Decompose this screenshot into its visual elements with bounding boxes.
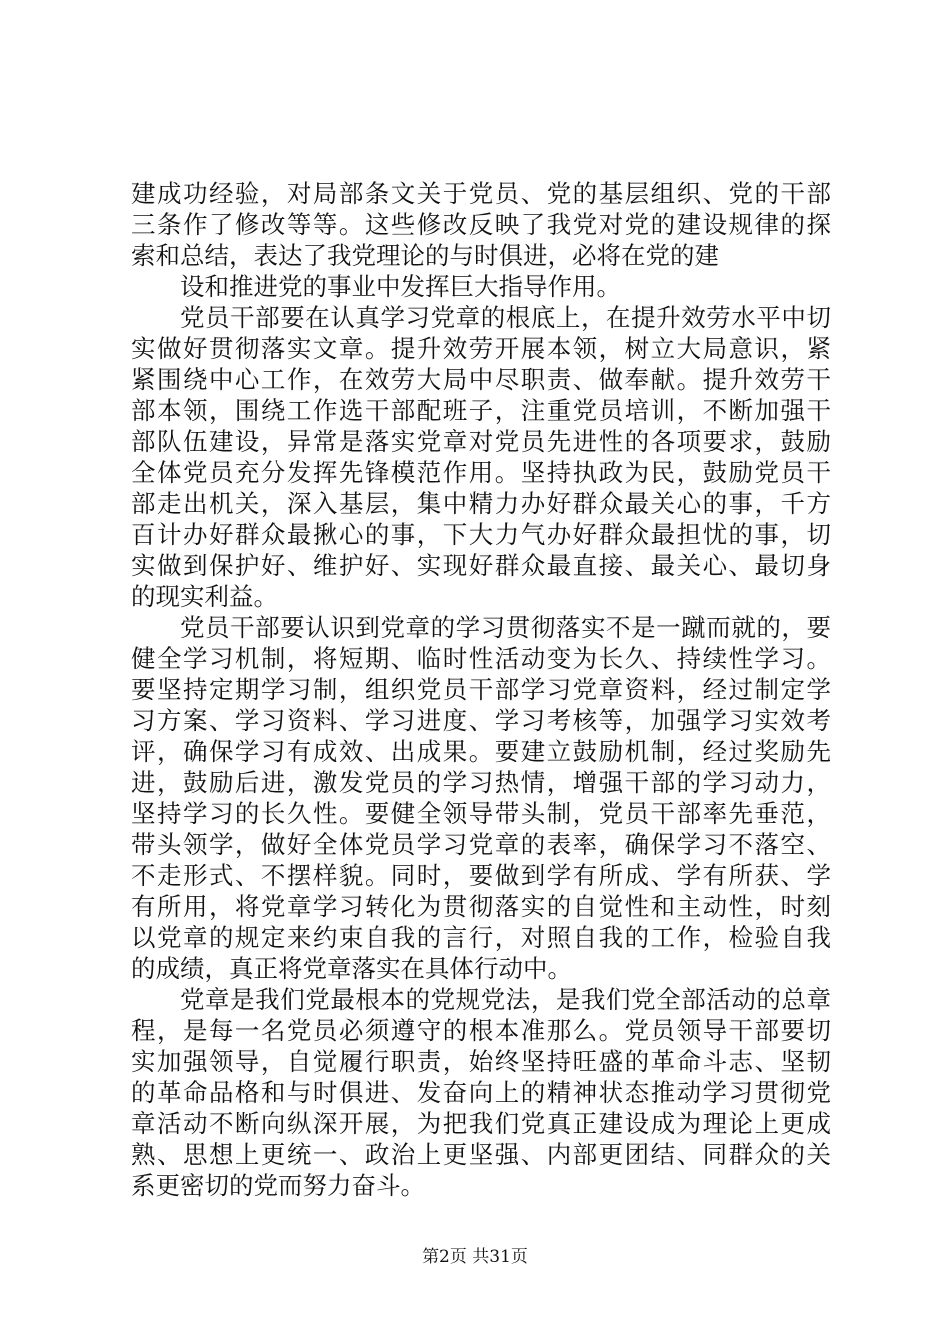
paragraph	[131, 302, 831, 612]
text-line: 党员干部要在认真学习党章的根底上，在提升效劳水平中切	[180, 303, 831, 332]
text-line: 紧围绕中心工作，在效劳大局中尽职责、做奉献。提升效劳干	[131, 365, 831, 394]
text-line: 实做好贯彻落实文章。提升效劳开展本领，树立大局意识，紧	[131, 334, 831, 363]
text-line: 进，鼓励后进，激发党员的学习热情，增强干部的学习动力，	[131, 768, 831, 797]
paragraph	[131, 612, 831, 984]
text-line: 系更密切的党而努力奋斗。	[131, 1171, 425, 1200]
text-line: 党员干部要认识到党章的学习贯彻落实不是一蹴而就的，要	[180, 613, 831, 642]
text-line: 三条作了修改等等。这些修改反映了我党对党的建设规律的探	[131, 210, 831, 239]
paragraph	[131, 271, 831, 302]
text-line: 索和总结，表达了我党理论的与时俱进，必将在党的建	[131, 241, 719, 270]
text-line: 部走出机关，深入基层，集中精力办好群众最关心的事，千方	[131, 489, 831, 518]
text-line: 健全学习机制，将短期、临时性活动变为长久、持续性学习。	[131, 644, 831, 673]
text-line: 带头领学，做好全体党员学习党章的表率，确保学习不落空、	[131, 830, 831, 859]
text-line: 章活动不断向纵深开展，为把我们党真正建设成为理论上更成	[131, 1109, 831, 1138]
text-line: 有所用，将党章学习转化为贯彻落实的自觉性和主动性，时刻	[131, 892, 831, 921]
text-line: 以党章的规定来约束自我的言行，对照自我的工作，检验自我	[131, 923, 831, 952]
text-line: 习方案、学习资料、学习进度、学习考核等，加强学习实效考	[131, 706, 831, 735]
text-line: 的成绩，真正将党章落实在具体行动中。	[131, 954, 572, 983]
text-line: 实做到保护好、维护好、实现好群众最直接、最关心、最切身	[131, 551, 831, 580]
page-footer	[0, 1242, 950, 1267]
text-line: 坚持学习的长久性。要健全领导带头制，党员干部率先垂范，	[131, 799, 831, 828]
text-line: 实加强领导，自觉履行职责，始终坚持旺盛的革命斗志、坚韧	[131, 1047, 831, 1076]
text-line: 熟、思想上更统一、政治上更坚强、内部更团结、同群众的关	[131, 1140, 831, 1169]
document-body	[131, 178, 831, 1201]
text-line: 的革命品格和与时俱进、发奋向上的精神状态推动学习贯彻党	[131, 1078, 831, 1107]
text-line: 建成功经验，对局部条文关于党员、党的基层组织、党的干部	[131, 179, 831, 208]
text-line: 部本领，围绕工作选干部配班子，注重党员培训，不断加强干	[131, 396, 831, 425]
text-line: 要坚持定期学习制，组织党员干部学习党章资料，经过制定学	[131, 675, 831, 704]
text-line: 部队伍建设，异常是落实党章对党员先进性的各项要求，鼓励	[131, 427, 831, 456]
text-line: 全体党员充分发挥先锋模范作用。坚持执政为民，鼓励党员干	[131, 458, 831, 487]
paragraph	[131, 984, 831, 1201]
text-line: 程，是每一名党员必须遵守的根本准那么。党员领导干部要切	[131, 1016, 831, 1045]
text-line: 党章是我们党最根本的党规党法，是我们党全部活动的总章	[180, 985, 831, 1014]
text-line: 不走形式、不摆样貌。同时，要做到学有所成、学有所获、学	[131, 861, 831, 890]
paragraph	[131, 178, 831, 271]
text-line: 设和推进党的事业中发挥巨大指导作用。	[180, 272, 621, 301]
text-line: 的现实利益。	[131, 582, 278, 611]
text-line: 百计办好群众最揪心的事，下大力气办好群众最担忧的事，切	[131, 520, 831, 549]
text-line: 评，确保学习有成效、出成果。要建立鼓励机制，经过奖励先	[131, 737, 831, 766]
page-number-label: 第2页 共31页	[422, 1247, 528, 1267]
